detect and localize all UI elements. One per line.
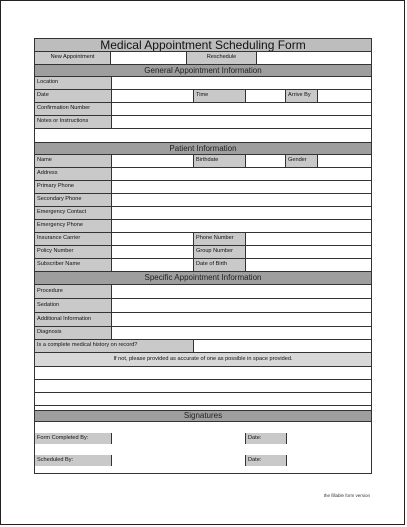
- history-label: Is a complete medical history on record?: [35, 340, 194, 352]
- address-row: [34, 168, 372, 181]
- address-label: Address: [35, 168, 112, 180]
- arrive-by-field[interactable]: [318, 90, 371, 102]
- history-text-field-2[interactable]: [35, 380, 371, 392]
- procedure-row: [34, 285, 372, 299]
- diagnosis-field[interactable]: [112, 327, 371, 339]
- time-label: Time: [194, 90, 246, 102]
- policy-number-label: Policy Number: [35, 246, 112, 258]
- appointment-type-row: [34, 52, 372, 65]
- policy-row: [34, 246, 372, 259]
- date-label: Date: [35, 90, 112, 102]
- new-appointment-field[interactable]: [111, 52, 187, 64]
- history-note-row: [34, 353, 372, 367]
- confirmation-row: [34, 103, 372, 116]
- birthdate-label: Birthdate: [194, 155, 246, 167]
- completed-date-field[interactable]: [287, 433, 371, 444]
- form-title: Medical Appointment Scheduling Form: [35, 39, 371, 51]
- additional-row: [34, 313, 372, 327]
- history-text-field-1[interactable]: [35, 367, 371, 379]
- primary-phone-field[interactable]: [112, 181, 371, 193]
- history-line-3: [34, 393, 372, 406]
- confirmation-label: Confirmation Number: [35, 103, 112, 115]
- secondary-phone-field[interactable]: [112, 194, 371, 206]
- notes-extra-field[interactable]: [35, 129, 371, 142]
- specific-heading: Specific Appointment Information: [35, 272, 371, 284]
- primary-phone-row: [34, 181, 372, 194]
- signatures-space-3: [35, 466, 371, 473]
- date-of-birth-label: Date of Birth: [194, 259, 246, 271]
- history-row: [34, 340, 372, 353]
- completed-by-field[interactable]: [112, 433, 246, 444]
- address-field[interactable]: [112, 168, 371, 180]
- signatures-space: [35, 422, 371, 433]
- location-row: [34, 77, 372, 90]
- completed-by-label: Form Completed By:: [35, 433, 112, 444]
- signatures-spacer-1: [34, 422, 372, 433]
- appointment-form: [34, 38, 372, 474]
- policy-number-field[interactable]: [112, 246, 194, 258]
- footer-note: the fillable form version: [323, 493, 370, 498]
- subscriber-name-label: Subscriber Name: [35, 259, 112, 271]
- scheduled-by-field[interactable]: [112, 455, 246, 466]
- patient-heading: Patient Information: [35, 143, 371, 154]
- sedation-label: Sedation: [35, 299, 112, 312]
- history-field[interactable]: [194, 340, 371, 352]
- history-note: If not, please provided as accurate of one as possible in space provided.: [35, 353, 371, 366]
- scheduled-date-label: Date:: [246, 455, 287, 466]
- scheduled-by-row: [34, 455, 372, 466]
- procedure-label: Procedure: [35, 285, 112, 298]
- group-number-field[interactable]: [246, 246, 371, 258]
- name-label: Name: [35, 155, 112, 167]
- diagnosis-label: Diagnosis: [35, 327, 112, 339]
- notes-extra-row: [34, 129, 372, 143]
- group-number-label: Group Number: [194, 246, 246, 258]
- time-field[interactable]: [246, 90, 286, 102]
- secondary-phone-label: Secondary Phone: [35, 194, 112, 206]
- sedation-row: [34, 299, 372, 313]
- signatures-bottom: [34, 466, 372, 474]
- phone-number-field[interactable]: [246, 233, 371, 245]
- location-field[interactable]: [112, 77, 371, 89]
- name-row: [34, 155, 372, 168]
- reschedule-field[interactable]: [257, 52, 371, 64]
- secondary-phone-row: [34, 194, 372, 207]
- arrive-by-label: Arrive By: [286, 90, 318, 102]
- notes-label: Notes or Instructions: [35, 116, 112, 128]
- name-field[interactable]: [112, 155, 194, 167]
- reschedule-label: Reschedule: [187, 52, 257, 64]
- signatures-heading-row: [34, 410, 372, 422]
- form-title-row: [34, 38, 372, 52]
- emergency-contact-label: Emergency Contact: [35, 207, 112, 219]
- general-heading: General Appointment Information: [35, 65, 371, 76]
- history-text-field-3[interactable]: [35, 393, 371, 405]
- insurance-carrier-label: Insurance Carrier: [35, 233, 112, 245]
- date-field[interactable]: [112, 90, 194, 102]
- sedation-field[interactable]: [112, 299, 371, 312]
- emergency-phone-label: Emergency Phone: [35, 220, 112, 232]
- patient-heading-row: [34, 143, 372, 155]
- notes-row: [34, 116, 372, 129]
- new-appointment-label: New Appointment: [35, 52, 111, 64]
- emergency-phone-row: [34, 220, 372, 233]
- birthdate-field[interactable]: [246, 155, 286, 167]
- specific-heading-row: [34, 272, 372, 285]
- gender-label: Gender: [286, 155, 318, 167]
- signatures-spacer-2: [34, 444, 372, 455]
- phone-number-label: Phone Number: [194, 233, 246, 245]
- history-line-2: [34, 380, 372, 393]
- insurance-row: [34, 233, 372, 246]
- additional-label: Additional Information: [35, 313, 112, 326]
- completed-date-label: Date:: [246, 433, 287, 444]
- scheduled-date-field[interactable]: [287, 455, 371, 466]
- procedure-field[interactable]: [112, 285, 371, 298]
- primary-phone-label: Primary Phone: [35, 181, 112, 193]
- emergency-contact-row: [34, 207, 372, 220]
- subscriber-name-field[interactable]: [112, 259, 194, 271]
- signatures-heading: Signatures: [35, 411, 371, 421]
- additional-field[interactable]: [112, 313, 371, 326]
- insurance-carrier-field[interactable]: [112, 233, 194, 245]
- signatures-space-2: [35, 444, 371, 455]
- scheduled-by-label: Scheduled By:: [35, 455, 112, 466]
- subscriber-row: [34, 259, 372, 272]
- date-of-birth-field[interactable]: [246, 259, 371, 271]
- location-label: Location: [35, 77, 112, 89]
- completed-by-row: [34, 433, 372, 444]
- general-heading-row: [34, 65, 372, 77]
- emergency-phone-field[interactable]: [112, 220, 371, 232]
- history-line-1: [34, 367, 372, 380]
- date-time-row: [34, 90, 372, 103]
- gender-field[interactable]: [318, 155, 371, 167]
- emergency-contact-field[interactable]: [112, 207, 371, 219]
- diagnosis-row: [34, 327, 372, 340]
- notes-field[interactable]: [112, 116, 371, 128]
- confirmation-field[interactable]: [112, 103, 371, 115]
